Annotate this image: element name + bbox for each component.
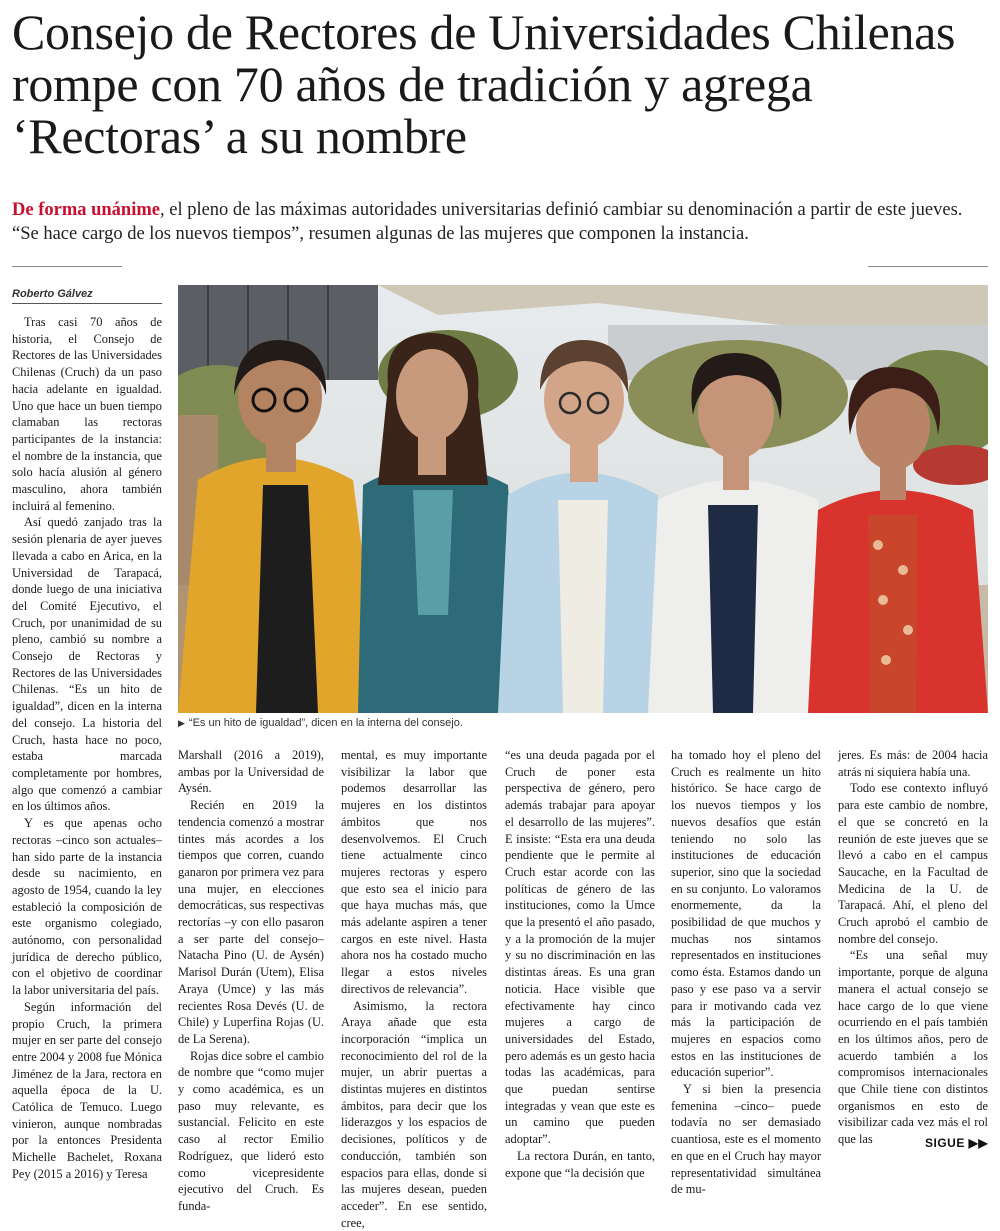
article-paragraph: Y si bien la presencia femenina –cinco– puede todavía no ser demasiado cuantiosa, este es el momento en que en el Cruch hay mayor representatividad simultánea de mu-: [671, 1082, 821, 1197]
article-paragraph: Según información del propio Cruch, la primera mujer en ser parte del consejo entre 2004 y 2008 fue Mónica Jiménez de la Jara, rectora en aquella época de la U. Católica de Temuco. Luego vinieron, aunque nombradas por la entonces Presidenta Michelle Bachelet, Roxana Pey (2015 a 2016) y Teresa: [12, 999, 162, 1181]
caption-marker-icon: ▶: [178, 718, 185, 728]
lead-text: , el pleno de las máximas autoridades universitarias definió cambiar su denominación a partir de este jueves. “Se hace cargo de los nuevos tiempos”, resumen algunas de las mujeres que componen la instancia.: [12, 200, 963, 244]
article-column-6: [838, 747, 988, 1148]
continue-label: SIGUE ▶▶: [925, 1136, 989, 1150]
photo-caption: [178, 717, 988, 729]
photo-illustration: [178, 285, 988, 713]
headline: Consejo de Rectores de Universidades Chilenas rompe con 70 años de tradición y agrega ‘Rectoras’ a su nombre: [12, 4, 956, 164]
article-column-4: [505, 747, 655, 1181]
article-column-5: [671, 747, 821, 1198]
article-paragraph: Rojas dice sobre el cambio de nombre que “como mujer y como académica, es un paso muy relevante, es sustancial. Felicito en este caso al rector Emilio Rodríguez, que lideró esto como vicepresidente ejecutivo del Cruch. Es funda-: [178, 1048, 324, 1213]
article-column-3: [341, 747, 487, 1231]
article-paragraph: Asimismo, la rectora Araya añade que esta incorporación “implica un reconocimiento del rol de la mujer, un abrir puertas a distintas mujeres en distintos ámbitos, para decir que los liderazgos y los espacios de decisiones, políticos y de conducción, también son espacios para ellas, donde si las mujeres desean, pueden acceder”. En ese sentido, cree,: [341, 998, 487, 1230]
caption-text: “Es un hito de igualdad”, dicen en la interna del consejo.: [188, 717, 463, 729]
article-paragraph: Y es que apenas ocho rectoras –cinco son actuales– han sido parte de la instancia desde su nacimiento, en agosto de 1954, cuando la ley estableció la composición de este organismo colegiado, autónomo, con personalidad jurídica de derecho público, con el objetivo de coordinar la labor universitaria del país.: [12, 816, 162, 998]
section-rule-left: [12, 266, 122, 267]
lead-paragraph: [12, 198, 988, 246]
article-paragraph: Así quedó zanjado tras la sesión plenaria de ayer jueves llevada a cabo en Arica, en la Universidad de Tarapacá, donde luego de una iniciativa del Comité Ejecutivo, el Cruch, por unanimidad de su pleno, cambió su nombre a Consejo de Rectoras y Rectores de las Universidades Chilenas. “Es un hito de igualdad”, dicen en la interna del consejo. La historia del Cruch, hasta hace no poco, estaba marcada completamente por hombres, algo que comenzó a cambiar en los últimos años.: [12, 515, 162, 814]
lead-accent: De forma unánime: [12, 200, 160, 220]
article-column-1: [12, 314, 162, 1183]
article-paragraph: ha tomado hoy el pleno del Cruch es realmente un hito histórico. Se hace cargo de los nuevos tiempos y los nuevos desafíos que están teniendo no solo las instituciones de educación superior, sino que la sociedad en su conjunto. Lo valoramos enormemente, da la posibilidad de que muchos y muchas nos sintamos representados en instituciones como ésta. Estamos dando un paso y ese paso va a servir para ir motivando cada vez más la participación de mujeres en espacios como estos en las instituciones de educación superior”.: [671, 748, 821, 1080]
article-photo: [178, 285, 988, 713]
article-paragraph: Recién en 2019 la tendencia comenzó a mostrar tintes más acordes a los tiempos que corren, cuando ganaron por primera vez para una mujer, en elecciones democráticas, sus respectivas rectorías –y con ello pasaron a ser parte del consejo– Natacha Pino (U. de Aysén) Marisol Durán (Utem), Elisa Araya (Umce) y las más recientes Rosa Devés (U. de Chile) y Luperfina Rojas (U. de La Serena).: [178, 798, 324, 1046]
section-rule-right: [868, 266, 988, 267]
article-paragraph: Marshall (2016 a 2019), ambas por la Universidad de Aysén.: [178, 748, 324, 796]
article-paragraph: La rectora Durán, en tanto, expone que “la decisión que: [505, 1148, 655, 1180]
article-paragraph: Tras casi 70 años de historia, el Consejo de Rectores de las Universidades Chilenas (Cruch) da un paso hacia adelante en igualdad. Uno que hace un buen tiempo clamaban las rectoras participantes de la instancia: el nombre de la instancia, que solo hacía alusión al género masculino, ahora también incluirá al femenino.: [12, 315, 162, 513]
article-paragraph: Todo ese contexto influyó para este cambio de nombre, el que se concretó en la reunión de este jueves que se llevó a cabo en el campus Saucache, en la Facultad de Medicina de la U. de Tarapacá. Ahí, el pleno del Cruch aprobó el cambio de nombre del consejo.: [838, 781, 988, 946]
article-paragraph: mental, es muy importante visibilizar la labor que podemos desarrollar las mujeres en los distintos ámbitos que nos desenvolvemos. El Cruch tiene actualmente cinco mujeres rectoras y espero que esto sea el inicio para que haya muchas más, que más adelante aspiren a tener cargos en este nivel. Hasta ahora nos ha costado mucho llegar a estos niveles directivos de relevancia”.: [341, 748, 487, 996]
byline: Roberto Gálvez: [12, 288, 162, 304]
article-column-2: [178, 747, 324, 1215]
article-paragraph: “Es una señal muy importante, porque de alguna manera el actual consejo se hace cargo de lo que viene ocurriendo en el país también en los últimos años, pero de acuerdo también a los compromisos internacionales que Chile tiene con distintos organismos en esto de visibilizar cada vez más el rol que las: [838, 948, 988, 1147]
article-paragraph: jeres. Es más: de 2004 hacia atrás ni siquiera había una.: [838, 748, 988, 779]
article-paragraph: “es una deuda pagada por el Cruch de poner esta perspectiva de género, pero además trabajar para apoyar el desarrollo de las mujeres”. E insiste: “Esta era una deuda pendiente que le permite al Cruch estar acorde con las políticas de género de las instituciones, como la Umce que la presentó el año pasado, y a la promoción de la mujer y su no discriminación en las distintas áreas. Es una gran noticia. Hace visible que efectivamente hay cinco mujeres a cargo de universidades del Estado, pero además es un gesto hacia todas las académicas, para que puedan sentirse integradas y vean que este es un camino que pueden adoptar”.: [505, 748, 655, 1147]
